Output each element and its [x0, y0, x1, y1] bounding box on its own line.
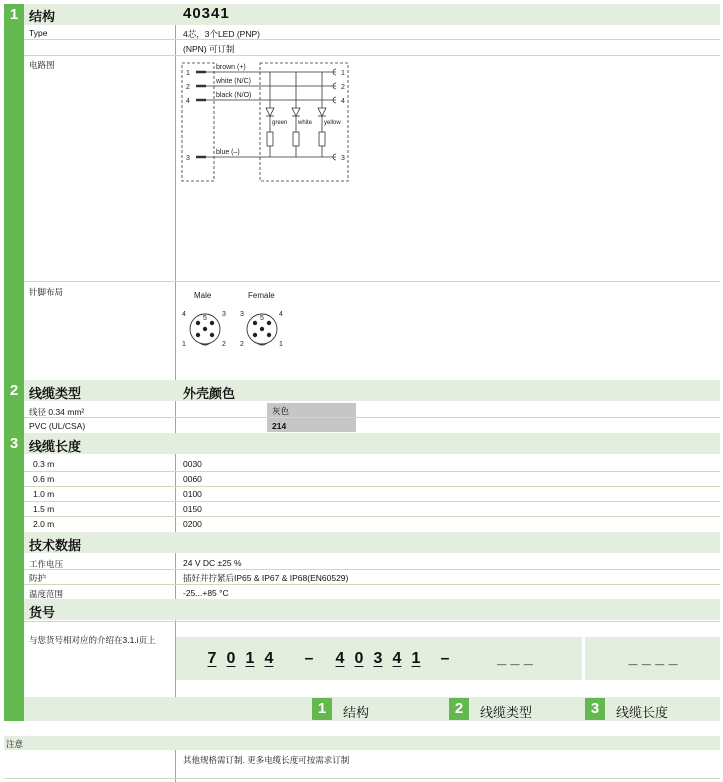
order-blank-length: _ _ _ _	[628, 650, 678, 667]
row-divider	[24, 486, 720, 487]
cable-material-label: PVC (UL/CSA)	[29, 421, 86, 431]
circuit-right-pin: 1	[341, 70, 345, 77]
legend-label: 线缆类型	[480, 705, 533, 720]
order-dash: –	[304, 650, 314, 667]
order-code-digit: 4	[392, 650, 402, 667]
section2-header-bar	[24, 380, 720, 401]
circuit-diagram	[178, 60, 358, 188]
wire-label: white (N/C)	[216, 78, 252, 85]
length-label: 2.0 m	[33, 519, 55, 529]
legend-number: 1	[312, 698, 332, 720]
row-divider	[4, 778, 720, 779]
type-option-value: (NPN) 可订制	[183, 44, 235, 54]
circuit-right-pin: 2	[341, 84, 345, 91]
section2-title: 线缆类型	[29, 386, 82, 401]
order-code-digit: 1	[411, 650, 421, 667]
circuit-label: 电路图	[29, 60, 55, 70]
tech-header-bar	[24, 532, 720, 553]
cable-label: 线径 0.34 mm²	[29, 407, 85, 417]
order-code-digit: 4	[335, 650, 345, 667]
order-prefix-digit: 7	[207, 650, 217, 667]
order-dash: –	[440, 650, 450, 667]
row-divider	[24, 471, 720, 472]
color-name: 灰色	[272, 406, 290, 416]
order-prefix-digit: 0	[226, 650, 236, 667]
length-code: 0060	[183, 474, 202, 484]
color-code: 214	[272, 421, 287, 431]
order-title: 货号	[29, 605, 56, 620]
tech-label: 防护	[29, 573, 47, 583]
section2-number: 2	[4, 380, 24, 401]
row-divider	[24, 501, 720, 502]
order-note: 与您货号相对应的介绍在3.1.i页上	[29, 635, 156, 645]
row-divider	[24, 516, 720, 517]
section1-title: 结构	[29, 9, 56, 24]
row-divider	[24, 621, 720, 622]
section3-title: 线缆长度	[29, 439, 82, 454]
length-label: 1.0 m	[33, 489, 55, 499]
circuit-right-pin: 3	[341, 155, 345, 162]
female-pin: 2	[240, 341, 244, 348]
order-blank-cable: _ _ _	[497, 650, 533, 667]
legend-label: 线缆长度	[616, 705, 669, 720]
tech-label: 温度范围	[29, 589, 64, 599]
legend-label: 结构	[343, 705, 370, 720]
male-label: Male	[194, 291, 212, 300]
tech-value: -25...+85 °C	[183, 588, 229, 598]
notes-label: 注意	[6, 739, 24, 749]
length-code: 0030	[183, 459, 202, 469]
section1-header-bar	[24, 4, 720, 25]
pinout-diagram	[178, 286, 298, 356]
wire-label: blue (–)	[216, 149, 240, 156]
female-pin: 4	[279, 311, 283, 318]
section1-number: 1	[4, 4, 24, 25]
notes-text: 其他规格需订制. 更多电缆长度可按需求订制	[183, 755, 350, 765]
wire-label: brown (+)	[216, 64, 246, 71]
notes-bar	[4, 736, 720, 750]
length-code: 0100	[183, 489, 202, 499]
order-code-digit: 0	[354, 650, 364, 667]
pinout-label: 针脚布局	[29, 287, 64, 297]
row-divider	[24, 569, 720, 570]
tech-title: 技术数据	[29, 538, 82, 553]
female-pin: 5	[260, 315, 264, 322]
length-code: 0200	[183, 519, 202, 529]
male-pin: 2	[222, 341, 226, 348]
circuit-left-pin: 1	[186, 70, 190, 77]
female-pin: 1	[279, 341, 283, 348]
section3-number: 3	[4, 433, 24, 454]
circuit-left-pin: 3	[186, 155, 190, 162]
type-label: Type	[29, 28, 48, 38]
male-pin: 4	[182, 311, 186, 318]
type-value: 4芯，3个LED (PNP)	[183, 29, 260, 39]
led-label: white	[298, 120, 313, 126]
product-code: 40341	[183, 5, 230, 22]
circuit-left-pin: 4	[186, 98, 190, 105]
led-label: yellow	[324, 120, 341, 126]
length-label: 1.5 m	[33, 504, 55, 514]
length-label: 0.3 m	[33, 459, 55, 469]
wire-label: black (N/O)	[216, 92, 252, 99]
housing-color-title: 外壳颜色	[183, 386, 236, 401]
male-pin: 1	[182, 341, 186, 348]
male-pin: 3	[222, 311, 226, 318]
legend-number: 2	[449, 698, 469, 720]
row-divider	[24, 417, 720, 418]
row-divider	[24, 55, 720, 56]
male-pin: 5	[203, 315, 207, 322]
row-divider	[24, 584, 720, 585]
order-header-bar	[24, 599, 720, 620]
tech-label: 工作电压	[29, 559, 64, 569]
row-divider	[24, 39, 720, 40]
legend-number: 3	[585, 698, 605, 720]
tech-value: 24 V DC ±25 %	[183, 558, 242, 568]
circuit-left-pin: 2	[186, 84, 190, 91]
female-label: Female	[248, 291, 275, 300]
order-code-digit: 3	[373, 650, 383, 667]
tech-value: 插好并拧紧后IP65 & IP67 & IP68(EN60529)	[183, 573, 349, 583]
circuit-right-pin: 4	[341, 98, 345, 105]
order-prefix-digit: 1	[245, 650, 255, 667]
led-label: green	[272, 120, 288, 126]
female-pin: 3	[240, 311, 244, 318]
length-label: 0.6 m	[33, 474, 55, 484]
section3-header-bar	[24, 433, 720, 454]
row-divider	[24, 281, 720, 282]
length-code: 0150	[183, 504, 202, 514]
order-prefix-digit: 4	[264, 650, 274, 667]
left-strip	[4, 4, 24, 721]
